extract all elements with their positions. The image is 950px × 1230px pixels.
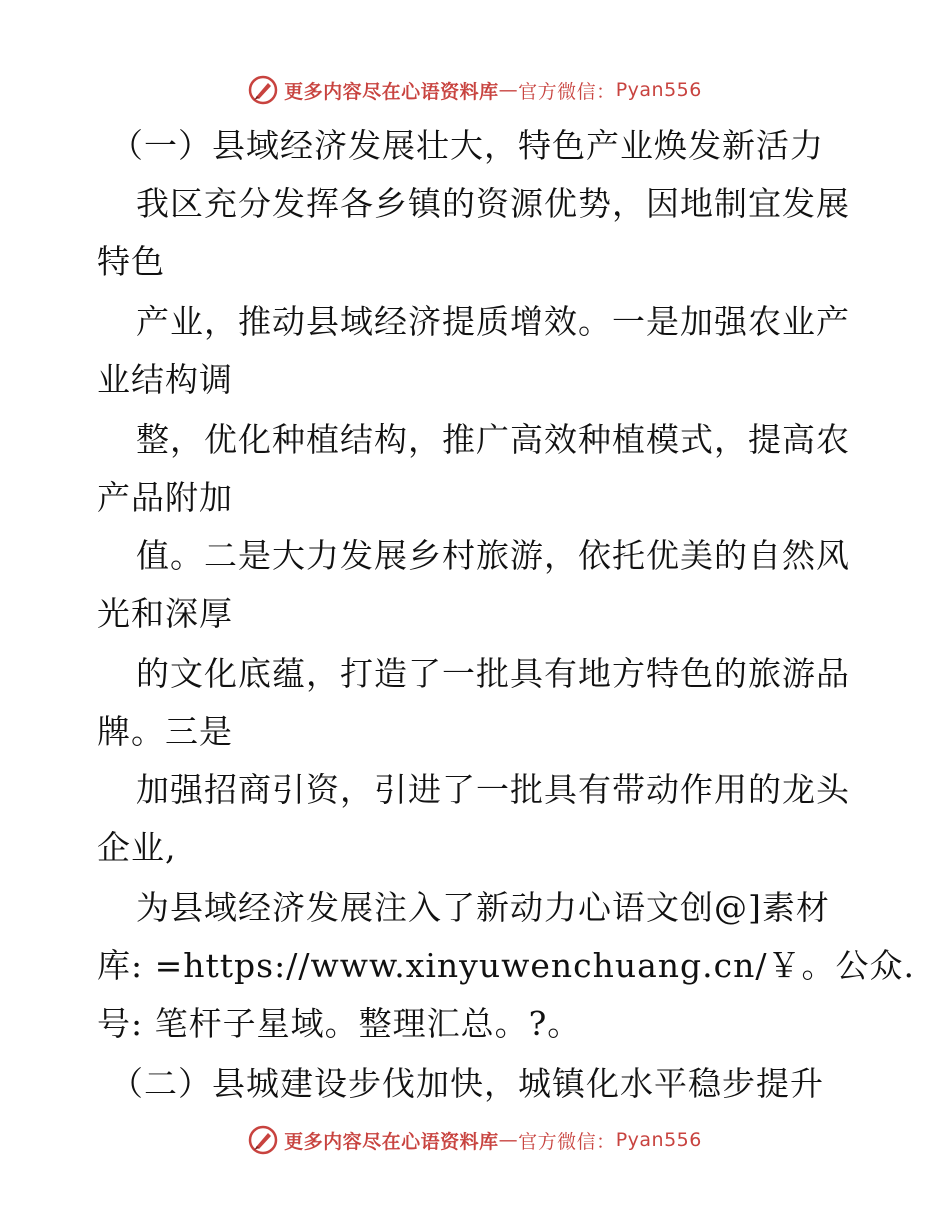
text-line: 整，优化种植结构，推广高效种植模式，提高农: [136, 420, 850, 459]
banner-wechat-id: Pyan556: [615, 79, 702, 101]
banner-wechat-label: 官方微信：: [518, 1130, 616, 1153]
text-line: 光和深厚: [97, 594, 233, 633]
banner-dash: —: [498, 79, 519, 101]
quill-pen-icon: [248, 1125, 278, 1155]
text-line: 企业,: [97, 828, 177, 867]
text-line: 为县域经济发展注入了新动力心语文创@]素材: [136, 888, 830, 927]
text-line: 值。二是大力发展乡村旅游，依托优美的自然风: [136, 536, 850, 575]
section-heading-1: （一）县域经济发展壮大，特色产业焕发新活力: [110, 126, 824, 165]
banner-text: 更多内容尽在心语资料库: [284, 1130, 499, 1153]
text-line: 我区充分发挥各乡镇的资源优势，因地制宜发展: [136, 184, 850, 223]
quill-pen-icon: [248, 75, 278, 105]
text-line: 产业，推动县域经济提质增效。一是加强农业产: [136, 302, 850, 341]
footer-banner: [0, 1122, 950, 1158]
text-line: 库: =https://www.xinyuwenchuang.cn/￥。公众.: [97, 946, 915, 985]
section-heading-2: （二）县城建设步伐加快，城镇化水平稳步提升: [110, 1064, 824, 1103]
text-line: 牌。三是: [97, 712, 233, 751]
banner-wechat-id: Pyan556: [615, 1129, 702, 1151]
banner-wechat-label: 官方微信：: [518, 80, 616, 103]
text-line: 的文化底蕴，打造了一批具有地方特色的旅游品: [136, 654, 850, 693]
banner-text: 更多内容尽在心语资料库: [284, 80, 499, 103]
text-line: 业结构调: [97, 360, 233, 399]
text-line: 加强招商引资，引进了一批具有带动作用的龙头: [136, 770, 850, 809]
text-line: 特色: [97, 242, 165, 281]
banner-dash: —: [498, 1129, 519, 1151]
header-banner: [0, 72, 950, 108]
text-line: 号: 笔杆子星域。整理汇总。?。: [97, 1004, 582, 1043]
text-line: 产品附加: [97, 478, 233, 517]
